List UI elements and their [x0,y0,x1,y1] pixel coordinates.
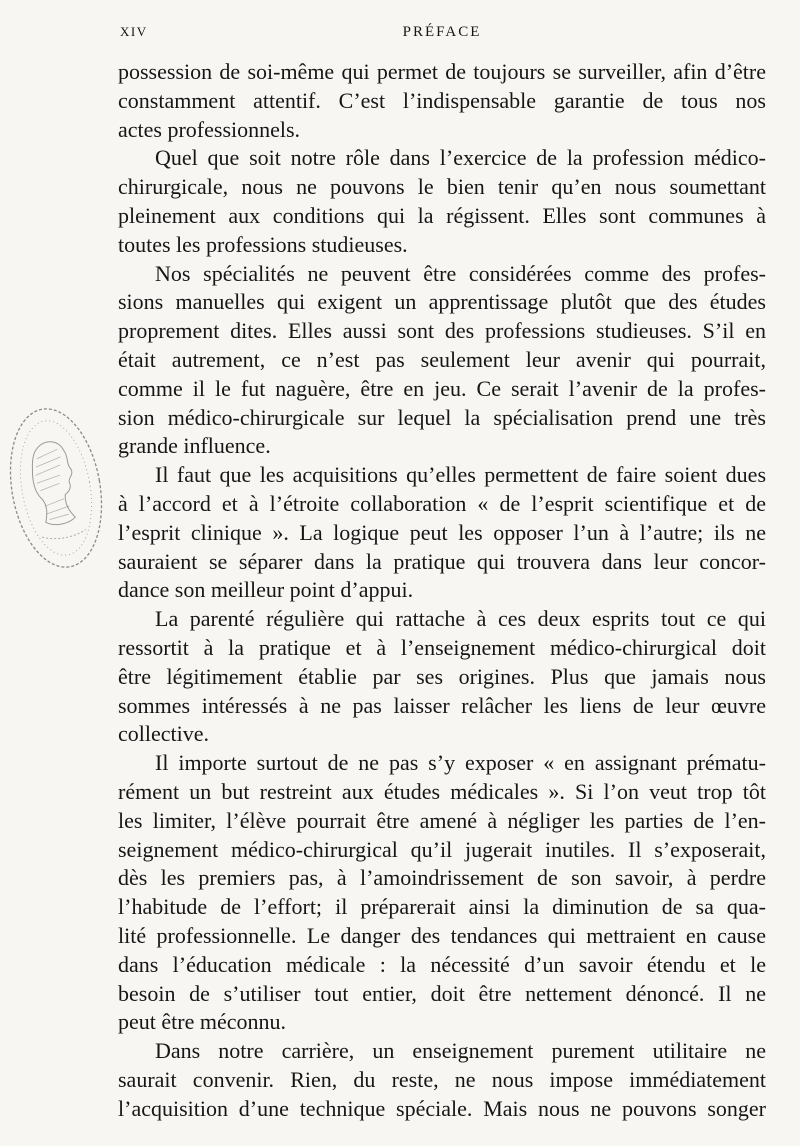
text-line: collective. [118,721,210,747]
paragraph [118,461,766,605]
text-line: constamment attentif. C’est l’indispensable garantie de tous nos [118,87,766,113]
paragraph [118,260,766,462]
text-line: était autrement, ce n’est pas seulement leur avenir qui pourrait, [118,346,766,372]
text-line: les limiter, l’élève pourrait être amené à négliger les parties de l’en- [118,807,766,833]
text-line: seignement médico-chirurgical qu’il jugerait inutiles. Il s’exposerait, [118,836,766,862]
text-line: dès les premiers pas, à l’amoindrissement de son savoir, à perdre [118,865,766,891]
text-line: sions manuelles qui exigent un apprentissage plutôt que des études [118,289,766,315]
text-line: dance son meilleur point d’appui. [118,577,414,603]
text-line: actes professionnels. [118,116,301,142]
text-line: à l’accord et à l’étroite collaboration « de l’esprit scientifique et de [118,490,766,516]
paragraph [118,58,766,144]
text-body [118,58,766,1123]
text-line: besoin de s’utiliser tout entier, doit être nettement dénoncé. Il ne [118,980,766,1006]
text-line: comme il le fut naguère, être en jeu. Ce serait l’avenir de la profes- [118,375,766,401]
text-line: Il faut que les acquisitions qu’elles permettent de faire soient dues [155,462,766,488]
text-line: Quel que soit notre rôle dans l’exercice de la profession médico- [155,145,766,171]
text-line: sauraient se séparer dans la pratique qui trouvera dans leur concor- [118,548,766,574]
paragraph [118,1037,766,1123]
text-line: rément un but restreint aux études médicales ». Si l’on veut trop tôt [118,778,766,804]
text-line: Nos spécialités ne peuvent être considérées comme des profes- [155,260,766,286]
text-line: pleinement aux conditions qui la régissent. Elles sont communes à [118,202,766,228]
text-line: peut être méconnu. [118,1009,286,1035]
stamp-outer-ring [4,402,108,575]
text-line: toutes les professions studieuses. [118,231,408,257]
text-line: chirurgicale, nous ne pouvons le bien tenir qu’en nous soumettant [118,174,766,200]
page-header [118,20,766,44]
text-line: saurait convenir. Rien, du reste, ne nous impose immédiatement [118,1066,766,1092]
text-line: l’esprit clinique ». La logique peut les opposer l’un à l’autre; ils ne [118,519,766,545]
text-line: Il importe surtout de ne pas s’y exposer « en assignant prématu- [155,750,766,776]
text-line: lité professionnelle. Le danger des tendances qui mettraient en cause [118,922,766,948]
text-line: Dans notre carrière, un enseignement purement utilitaire ne [155,1038,766,1064]
paragraph [118,605,766,749]
text-line: grande influence. [118,433,271,459]
text-line: sion médico-chirurgicale sur lequel la spécialisation prend une très [118,404,766,430]
text-line: l’habitude de l’effort; il préparerait ainsi la diminution de sa qua- [118,894,766,920]
text-line: ressortit à la pratique et à l’enseignement médico-chirurgical doit [118,634,766,660]
running-title: PRÉFACE [402,24,482,40]
text-line: sommes intéressés à ne pas laisser relâcher les liens de leur œuvre [118,692,766,718]
text-line: possession de soi-même qui permet de toujours se surveiller, afin d’être [118,59,766,84]
text-line: être légitimement établie par ses origines. Plus que jamais nous [118,663,766,689]
stamp-hatching [32,449,71,521]
page-number: XIV [120,24,148,39]
paragraph [118,144,766,259]
text-line: dans l’éducation médicale : la nécessité d’un savoir étendu et le [118,951,766,977]
text-line: La parenté régulière qui rattache à ces deux esprits tout ce qui [155,606,766,632]
text-line: proprement dites. Elles aussi sont des professions studieuses. S’il en [118,318,766,344]
text-line: l’acquisition d’une technique spéciale. Mais nous ne pouvons songer [118,1095,766,1121]
library-stamp [4,400,108,576]
stamp-portrait [27,439,80,528]
paragraph [118,749,766,1037]
stamp-base [42,529,86,541]
